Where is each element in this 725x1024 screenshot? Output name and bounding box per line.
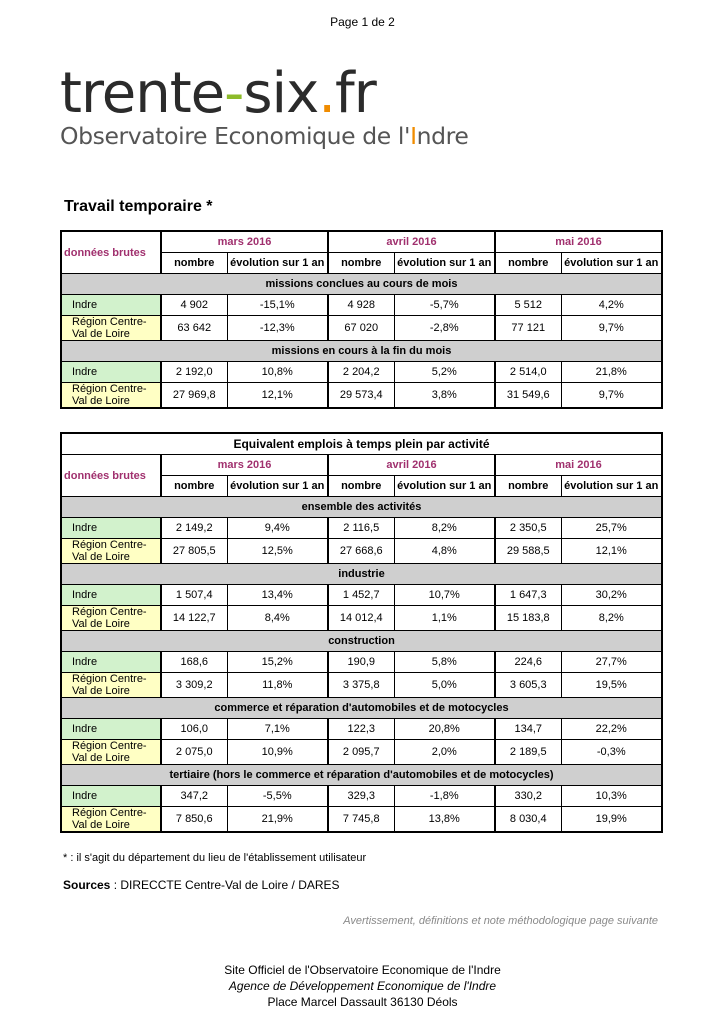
month-header: mai 2016 xyxy=(495,231,662,253)
section-row xyxy=(61,341,662,362)
value-evolution: 22,2% xyxy=(561,719,662,740)
table-row xyxy=(61,539,662,564)
value-evolution: 8,4% xyxy=(227,606,328,631)
value-evolution: 10,9% xyxy=(227,740,328,765)
value-evolution: 4,2% xyxy=(561,295,662,316)
value-nombre: 3 375,8 xyxy=(328,673,394,698)
value-evolution: 10,8% xyxy=(227,362,328,383)
table-row xyxy=(61,740,662,765)
methodology-warning: Avertissement, définitions et note méthodologique page suivante xyxy=(343,915,658,927)
section-label: ensemble des activités xyxy=(61,497,662,518)
value-evolution: 15,2% xyxy=(227,652,328,673)
geo-region: Région Centre-Val de Loire xyxy=(61,383,161,409)
value-nombre: 2 204,2 xyxy=(328,362,394,383)
value-evolution: -1,8% xyxy=(394,786,495,807)
logo-wordmark: trente-six.fr xyxy=(60,61,376,126)
geo-region: Région Centre-Val de Loire xyxy=(61,606,161,631)
table-row xyxy=(61,786,662,807)
evolution-header: évolution sur 1 an xyxy=(561,253,662,274)
etp-activity-table xyxy=(60,432,663,833)
value-nombre: 14 012,4 xyxy=(328,606,394,631)
section-row xyxy=(61,631,662,652)
donnees-brutes-label: données brutes xyxy=(61,231,161,274)
value-nombre: 2 075,0 xyxy=(161,740,227,765)
value-evolution: -2,8% xyxy=(394,316,495,341)
geo-indre: Indre xyxy=(61,719,161,740)
value-evolution: -12,3% xyxy=(227,316,328,341)
value-evolution: 19,9% xyxy=(561,807,662,833)
section-label: industrie xyxy=(61,564,662,585)
value-nombre: 3 309,2 xyxy=(161,673,227,698)
value-nombre: 224,6 xyxy=(495,652,561,673)
value-nombre: 4 928 xyxy=(328,295,394,316)
value-nombre: 134,7 xyxy=(495,719,561,740)
geo-indre: Indre xyxy=(61,295,161,316)
table-row xyxy=(61,585,662,606)
value-evolution: 13,8% xyxy=(394,807,495,833)
value-evolution: 5,0% xyxy=(394,673,495,698)
value-nombre: 2 095,7 xyxy=(328,740,394,765)
evolution-header: évolution sur 1 an xyxy=(227,476,328,497)
section-label: construction xyxy=(61,631,662,652)
month-header: avril 2016 xyxy=(328,231,495,253)
value-evolution: 25,7% xyxy=(561,518,662,539)
table-row xyxy=(61,719,662,740)
table-title-row xyxy=(61,433,662,455)
value-evolution: 9,7% xyxy=(561,383,662,409)
evolution-header: évolution sur 1 an xyxy=(394,253,495,274)
page-title: Travail temporaire * xyxy=(64,198,213,215)
site-logo xyxy=(60,62,468,150)
geo-region: Région Centre-Val de Loire xyxy=(61,673,161,698)
table-row xyxy=(61,316,662,341)
value-evolution: 3,8% xyxy=(394,383,495,409)
value-evolution: 27,7% xyxy=(561,652,662,673)
nombre-header: nombre xyxy=(495,476,561,497)
value-nombre: 8 030,4 xyxy=(495,807,561,833)
footer-address: Place Marcel Dassault 36130 Déols xyxy=(267,995,458,1009)
sources-line: Sources : DIRECCTE Centre-Val de Loire / DARES xyxy=(63,878,340,892)
value-evolution: 13,4% xyxy=(227,585,328,606)
value-evolution: 5,8% xyxy=(394,652,495,673)
value-evolution: 8,2% xyxy=(394,518,495,539)
geo-indre: Indre xyxy=(61,518,161,539)
value-evolution: -5,7% xyxy=(394,295,495,316)
value-nombre: 2 149,2 xyxy=(161,518,227,539)
value-nombre: 122,3 xyxy=(328,719,394,740)
value-nombre: 106,0 xyxy=(161,719,227,740)
month-header: avril 2016 xyxy=(328,455,495,476)
value-evolution: 21,8% xyxy=(561,362,662,383)
footer-agency: Agence de Développement Economique de l'Indre xyxy=(228,979,497,993)
value-nombre: 330,2 xyxy=(495,786,561,807)
table-row xyxy=(61,383,662,409)
geo-region: Région Centre-Val de Loire xyxy=(61,316,161,341)
value-nombre: 14 122,7 xyxy=(161,606,227,631)
value-nombre: 329,3 xyxy=(328,786,394,807)
value-evolution: 4,8% xyxy=(394,539,495,564)
table-row xyxy=(61,362,662,383)
nombre-header: nombre xyxy=(328,476,394,497)
value-evolution: 7,1% xyxy=(227,719,328,740)
section-row xyxy=(61,274,662,295)
table-row xyxy=(61,518,662,539)
section-label: commerce et réparation d'automobiles et de motocycles xyxy=(61,698,662,719)
value-nombre: 29 588,5 xyxy=(495,539,561,564)
table-row xyxy=(61,652,662,673)
value-nombre: 2 116,5 xyxy=(328,518,394,539)
value-nombre: 27 969,8 xyxy=(161,383,227,409)
value-nombre: 67 020 xyxy=(328,316,394,341)
table-row xyxy=(61,295,662,316)
value-evolution: 10,3% xyxy=(561,786,662,807)
value-nombre: 15 183,8 xyxy=(495,606,561,631)
table-row xyxy=(61,606,662,631)
missions-table xyxy=(60,230,663,409)
value-nombre: 1 647,3 xyxy=(495,585,561,606)
month-header: mai 2016 xyxy=(495,455,662,476)
value-evolution: 9,4% xyxy=(227,518,328,539)
header-row-months xyxy=(61,231,662,253)
value-nombre: 7 850,6 xyxy=(161,807,227,833)
value-nombre: 77 121 xyxy=(495,316,561,341)
value-nombre: 1 452,7 xyxy=(328,585,394,606)
value-evolution: 12,1% xyxy=(227,383,328,409)
geo-region: Région Centre-Val de Loire xyxy=(61,740,161,765)
value-nombre: 27 668,6 xyxy=(328,539,394,564)
value-nombre: 2 350,5 xyxy=(495,518,561,539)
value-evolution: 2,0% xyxy=(394,740,495,765)
footer-site: Site Officiel de l'Observatoire Economique de l'Indre xyxy=(224,963,501,977)
value-evolution: 1,1% xyxy=(394,606,495,631)
value-nombre: 2 192,0 xyxy=(161,362,227,383)
value-evolution: 12,1% xyxy=(561,539,662,564)
value-nombre: 31 549,6 xyxy=(495,383,561,409)
value-evolution: 10,7% xyxy=(394,585,495,606)
value-evolution: 20,8% xyxy=(394,719,495,740)
value-evolution: -5,5% xyxy=(227,786,328,807)
geo-region: Région Centre-Val de Loire xyxy=(61,539,161,564)
value-nombre: 5 512 xyxy=(495,295,561,316)
value-nombre: 2 514,0 xyxy=(495,362,561,383)
footnote: * : il s'agit du département du lieu de l'établissement utilisateur xyxy=(63,852,367,864)
geo-region: Région Centre-Val de Loire xyxy=(61,807,161,833)
value-evolution: -15,1% xyxy=(227,295,328,316)
value-nombre: 1 507,4 xyxy=(161,585,227,606)
page-number: Page 1 de 2 xyxy=(330,15,395,29)
nombre-header: nombre xyxy=(495,253,561,274)
footer xyxy=(0,962,725,1010)
value-nombre: 4 902 xyxy=(161,295,227,316)
value-evolution: 19,5% xyxy=(561,673,662,698)
value-nombre: 63 642 xyxy=(161,316,227,341)
nombre-header: nombre xyxy=(161,253,227,274)
section-label: missions conclues au cours de mois xyxy=(61,274,662,295)
value-evolution: 8,2% xyxy=(561,606,662,631)
section-row xyxy=(61,765,662,786)
evolution-header: évolution sur 1 an xyxy=(227,253,328,274)
section-row xyxy=(61,497,662,518)
value-nombre: 29 573,4 xyxy=(328,383,394,409)
nombre-header: nombre xyxy=(328,253,394,274)
value-evolution: 12,5% xyxy=(227,539,328,564)
month-header: mars 2016 xyxy=(161,231,328,253)
section-label: tertiaire (hors le commerce et réparation d'automobiles et de motocycles) xyxy=(61,765,662,786)
value-evolution: 9,7% xyxy=(561,316,662,341)
value-nombre: 7 745,8 xyxy=(328,807,394,833)
value-nombre: 3 605,3 xyxy=(495,673,561,698)
evolution-header: évolution sur 1 an xyxy=(561,476,662,497)
value-nombre: 2 189,5 xyxy=(495,740,561,765)
table-row xyxy=(61,807,662,833)
value-nombre: 27 805,5 xyxy=(161,539,227,564)
evolution-header: évolution sur 1 an xyxy=(394,476,495,497)
value-evolution: 21,9% xyxy=(227,807,328,833)
table-title: Equivalent emplois à temps plein par activité xyxy=(61,433,662,455)
donnees-brutes-label: données brutes xyxy=(61,455,161,497)
geo-indre: Indre xyxy=(61,652,161,673)
header-row-months xyxy=(61,455,662,476)
section-row xyxy=(61,564,662,585)
geo-indre: Indre xyxy=(61,585,161,606)
value-evolution: -0,3% xyxy=(561,740,662,765)
section-label: missions en cours à la fin du mois xyxy=(61,341,662,362)
month-header: mars 2016 xyxy=(161,455,328,476)
table-row xyxy=(61,673,662,698)
section-row xyxy=(61,698,662,719)
value-evolution: 11,8% xyxy=(227,673,328,698)
value-evolution: 5,2% xyxy=(394,362,495,383)
logo-subtitle: Observatoire Economique de l'Indre xyxy=(60,122,469,150)
value-nombre: 347,2 xyxy=(161,786,227,807)
geo-indre: Indre xyxy=(61,362,161,383)
value-nombre: 190,9 xyxy=(328,652,394,673)
value-nombre: 168,6 xyxy=(161,652,227,673)
geo-indre: Indre xyxy=(61,786,161,807)
value-evolution: 30,2% xyxy=(561,585,662,606)
nombre-header: nombre xyxy=(161,476,227,497)
